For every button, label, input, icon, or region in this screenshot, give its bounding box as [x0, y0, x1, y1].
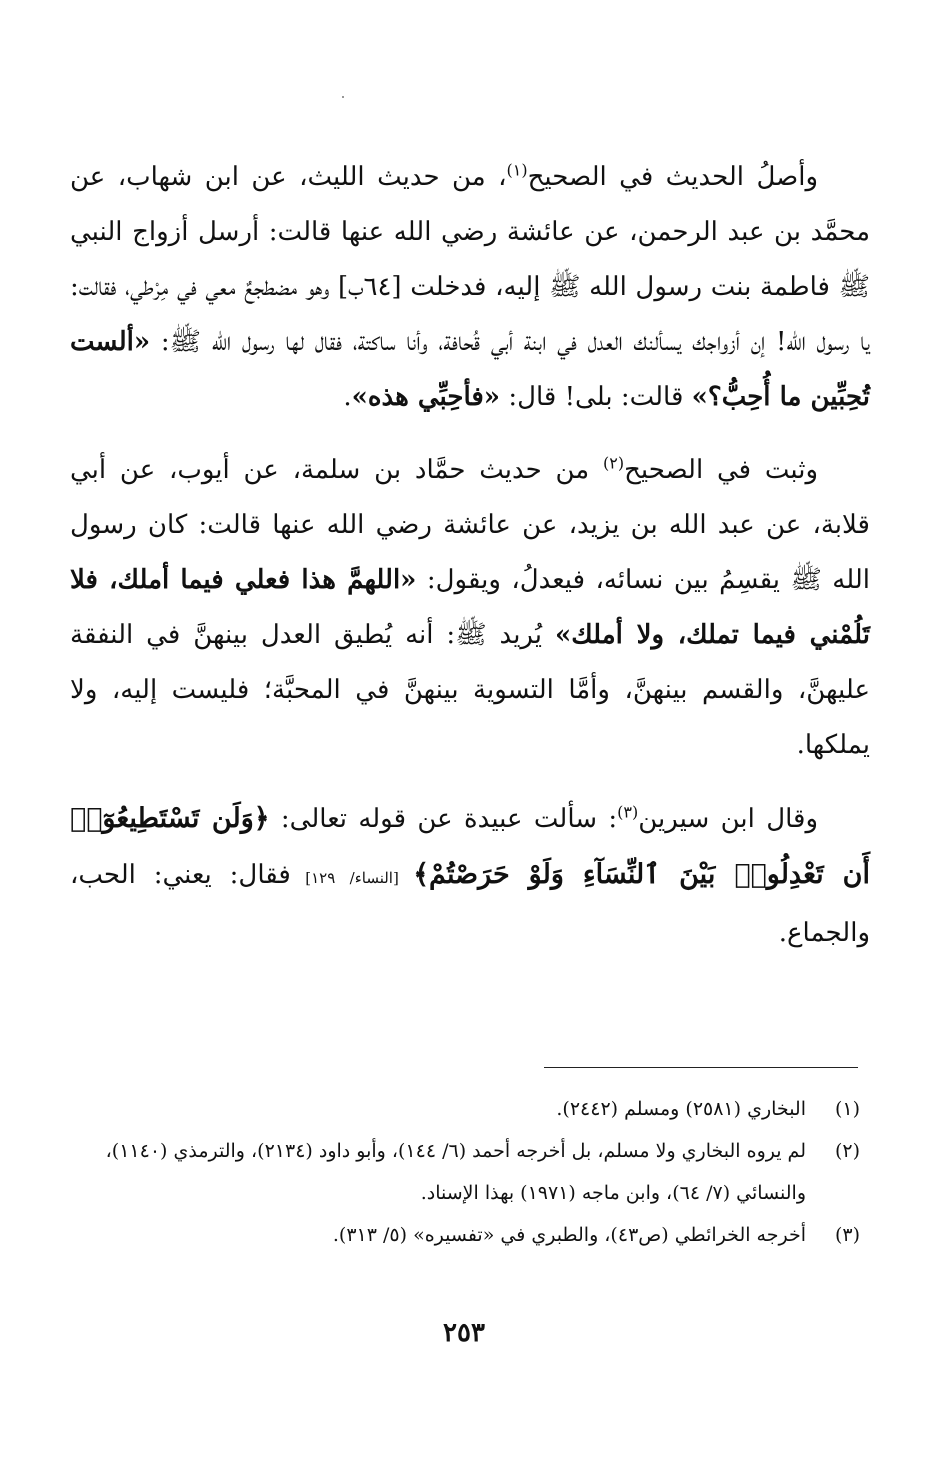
- p3-text-c: فقال: يعني: الحب، والجماع.: [70, 860, 870, 948]
- paragraph-2: [70, 443, 870, 773]
- p1-hadith-quote-2: «فأحِبِّي هذه»: [351, 382, 501, 412]
- footnote-2: [70, 1130, 860, 1214]
- footnotes: [70, 1088, 860, 1256]
- p1-text-b: ، من حديث الليث، عن ابن شهاب، عن محمَّد بن عبد الرحمن، عن عائشة رضي الله عنها قالت: أرسل أزواج النبي ﷺ فاطمة بنت رسول الله ﷺ إليه، فدخلت [٦٤ب] وهو مضطجعٌ معي في مِرْطي، فقالت: يا رسول الله! إن أزواجك يسألنك العدل في ابنة أبي قُحافة، وأنا ساكتة، فقال لها رسول الله ﷺ:: [70, 162, 871, 357]
- p3-text-a: وقال ابن سيرين: [638, 804, 819, 834]
- p2-text-c: يُريد ﷺ: أنه يُطيق العدل بينهنَّ في النفقة عليهنَّ، والقسم بينهنَّ، وأمَّا التسوية بينهنَّ في المحبَّة؛ فليست إليه، ولا يملكها.: [70, 620, 870, 760]
- paragraph-3: [70, 791, 870, 961]
- footnote-ref-1: (١): [506, 160, 528, 180]
- verse-reference: [النساء/ ١٢٩]: [290, 869, 414, 887]
- p2-hadith-quote: «اللهمَّ هذا فعلي فيما أملك، فلا تَلُمْني فيما تملك، ولا أملك»: [70, 565, 871, 650]
- p1-text-a: وأصلُ الحديث في الصحيح: [527, 162, 818, 192]
- p1-text-c: قالت: بلى! قال:: [500, 382, 692, 412]
- footnote-text: لم يروه البخاري ولا مسلم، بل أخرجه أحمد (٦/ ١٤٤)، وأبو داود (٢١٣٤)، والترمذي (١١٤٠)، والنسائي (٧/ ٦٤)، وابن ماجه (١٩٧١) بهذا الإسناد.: [105, 1140, 806, 1204]
- footnote-separator: [544, 1067, 858, 1068]
- footnote-number: (١): [834, 1098, 860, 1120]
- p1-hadith-quote-1: «ألست تُحِبِّين ما أُحِبُّ؟»: [70, 327, 870, 412]
- main-text: [70, 150, 870, 979]
- page-number: ٢٥٣: [443, 1318, 485, 1348]
- footnote-text: البخاري (٢٥٨١) ومسلم (٢٤٤٢).: [556, 1098, 806, 1120]
- footnote-text: أخرجه الخرائطي (ص٤٣)، والطبري في «تفسيره» (٥/ ٣١٣).: [332, 1224, 806, 1246]
- footnote-ref-3: (٣): [617, 802, 639, 822]
- footnote-number: (٣): [834, 1224, 860, 1246]
- p2-text-a: وثبت في الصحيح: [624, 455, 818, 485]
- footnote-3: [70, 1214, 860, 1256]
- footnote-ref-2: (٢): [603, 453, 625, 473]
- print-speck: [342, 96, 344, 98]
- quran-verse: ﴿وَلَن تَسْتَطِيعُوٓا۟ أَن تَعْدِلُوا۟ بَيْنَ ٱلنِّسَآءِ وَلَوْ حَرَصْتُمْ﴾: [70, 803, 870, 890]
- footnote-1: [70, 1088, 860, 1130]
- p3-text-b: : سألت عبيدة عن قوله تعالى:: [269, 804, 618, 834]
- paragraph-1: [70, 150, 870, 425]
- p1-text-d: .: [343, 382, 352, 412]
- p2-text-b: من حديث حمَّاد بن سلمة، عن أيوب، عن أبي قلابة، عن عبد الله بن يزيد، عن عائشة رضي الله عنها قالت: كان رسول الله ﷺ يقسِمُ بين نسائه، فيعدلُ، ويقول:: [70, 455, 870, 595]
- footnote-number: (٢): [834, 1140, 860, 1162]
